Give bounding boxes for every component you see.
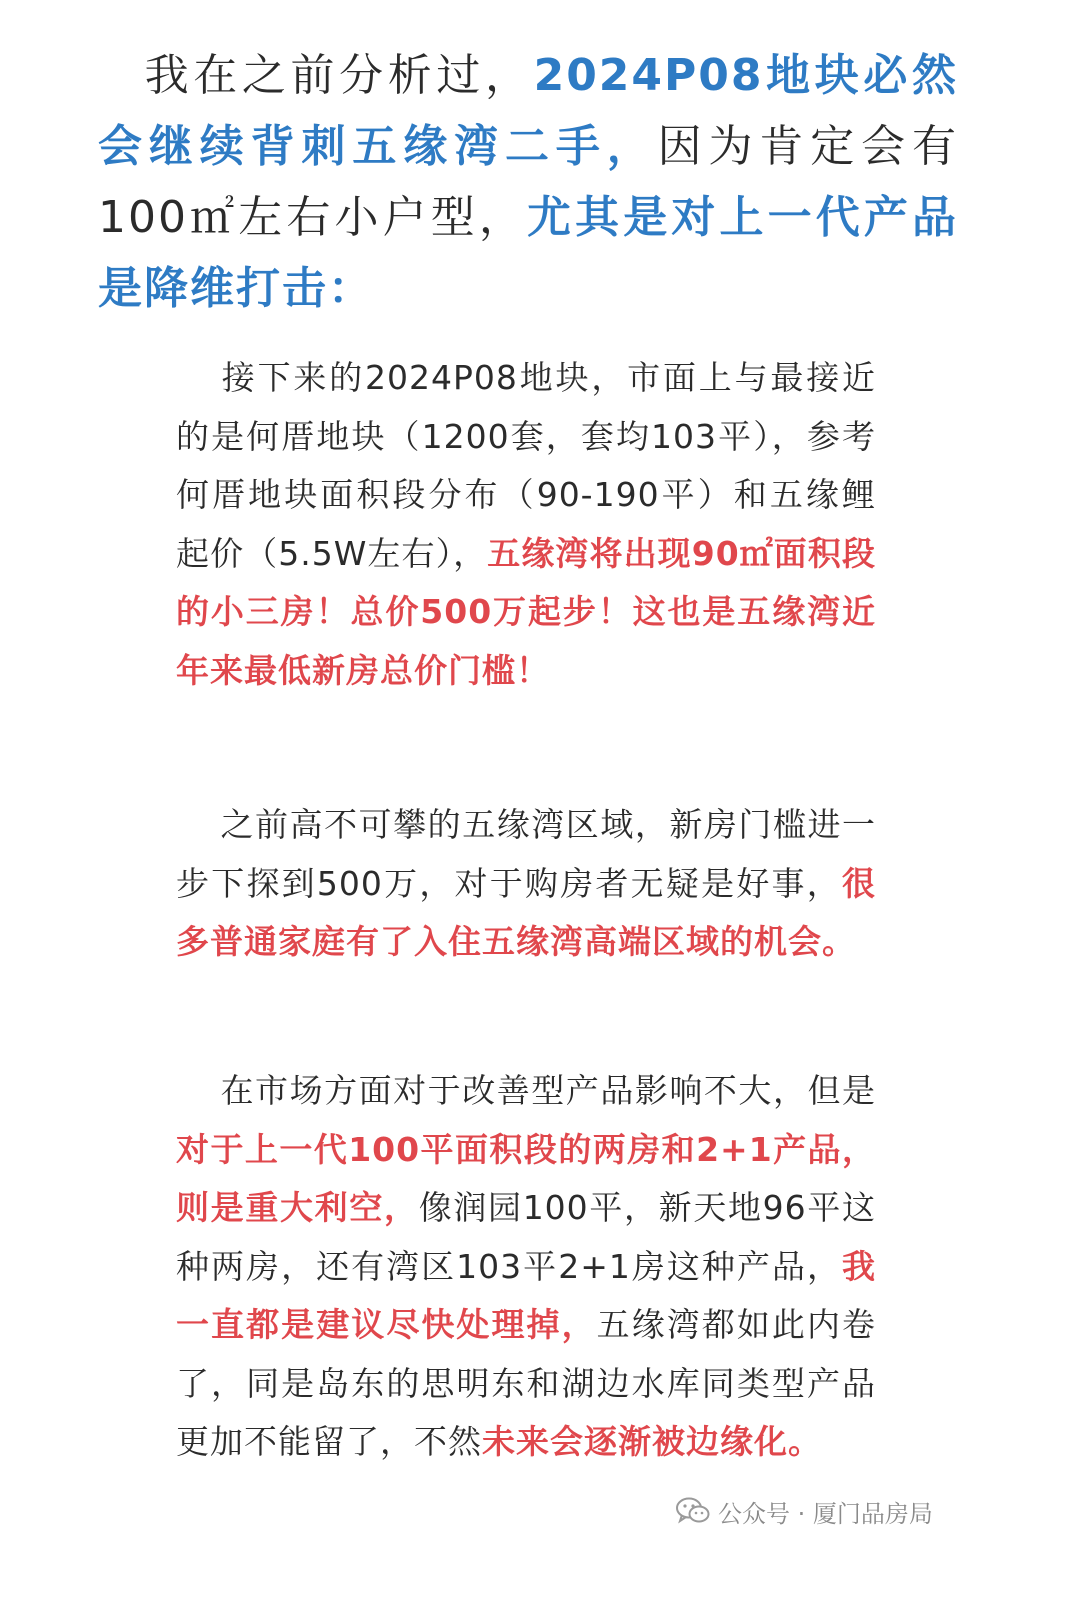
quote-highlight-red: 对于上一代100平面积段的两房和2+1产品，则是重大利空， bbox=[176, 1129, 876, 1227]
quote-paragraph-2 bbox=[176, 796, 876, 972]
quote-highlight-red: 五缘湾将出现90㎡面积段的小三房！总价500万起步！这也是五缘湾近年来最低新房总价门槛！ bbox=[176, 533, 876, 690]
intro-paragraph bbox=[98, 40, 958, 324]
intro-highlight-blue: 尤其是对上一代产品是降维打击： bbox=[98, 192, 959, 314]
wechat-icon bbox=[676, 1497, 710, 1525]
quote-highlight-red: 我一直都是建议尽快处理掉， bbox=[176, 1246, 876, 1344]
quote-paragraph-1 bbox=[176, 349, 876, 700]
quote-paragraph-3 bbox=[176, 1062, 876, 1472]
watermark-text: 公众号 · 厦门品房局 bbox=[718, 1499, 933, 1528]
watermark bbox=[676, 1493, 933, 1529]
quote-highlight-red: 未来会逐渐被边缘化。 bbox=[482, 1422, 822, 1461]
intro-text: 因为肯定会有100㎡左右小户型， bbox=[98, 121, 958, 243]
quote-text: 五缘湾都如此内卷了，同是岛东的思明东和湖边水库同类型产品更加不能留了，不然 bbox=[176, 1305, 877, 1461]
quote-text: 像润园100平，新天地96平这种两房，还有湾区103平2+1房这种产品， bbox=[176, 1188, 877, 1286]
quote-text: 接下来的2024P08地块，市面上与最接近的是何厝地块（1200套，套均103平），参考何厝地块面积段分布（90-190平）和五缘鲤起价（5.5W左右）， bbox=[176, 358, 876, 573]
intro-text: 我在之前分析过， bbox=[142, 50, 534, 101]
quote-text: 在市场方面对于改善型产品影响不大，但是 bbox=[220, 1071, 876, 1110]
quote-highlight-red: 很多普通家庭有了入住五缘湾高端区域的机会。 bbox=[176, 863, 876, 961]
quote-text: 之前高不可攀的五缘湾区域，新房门槛进一步下探到500万，对于购房者无疑是好事， bbox=[176, 805, 876, 903]
intro-highlight-blue: 2024P08地块必然会继续背刺五缘湾二手， bbox=[98, 50, 958, 172]
